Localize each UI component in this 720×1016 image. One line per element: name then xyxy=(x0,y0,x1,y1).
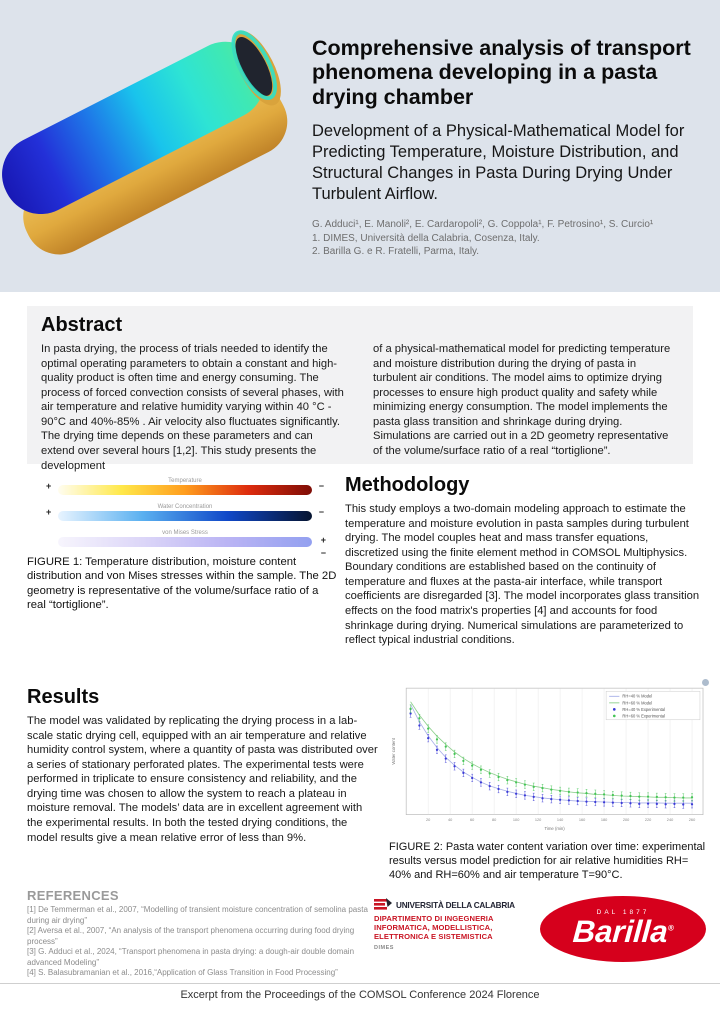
author-list: G. Adduci¹, E. Manoli², E. Cardaropoli², G. Coppola¹, F. Petrosino¹, S. Curcio¹ xyxy=(312,219,654,231)
svg-text:RH=40 % Model: RH=40 % Model xyxy=(622,693,653,699)
results-heading: Results xyxy=(27,686,100,708)
minus-sign: − xyxy=(318,481,324,491)
footer xyxy=(0,983,720,1001)
svg-text:220: 220 xyxy=(644,816,652,822)
poster-title: Comprehensive analysis of transport phenomena developing in a pasta drying chamber xyxy=(312,36,691,109)
barilla-wordmark: Barilla® xyxy=(571,914,674,949)
methodology-section xyxy=(345,474,701,648)
footer-text: Excerpt from the Proceedings of the COMSOL Conference 2024 Florence xyxy=(180,989,540,1001)
figure2-block xyxy=(389,680,709,882)
temperature-colorbar-label: Temperature xyxy=(168,478,202,484)
svg-text:100: 100 xyxy=(512,816,520,822)
pasta-tortiglione-image xyxy=(0,4,294,290)
abstract-section xyxy=(27,306,693,472)
svg-text:140: 140 xyxy=(556,816,564,822)
svg-text:20: 20 xyxy=(426,816,431,822)
svg-text:RH=60 % Model: RH=60 % Model xyxy=(622,700,653,706)
references-section xyxy=(27,888,371,979)
results-section xyxy=(27,686,379,845)
svg-text:Water content: Water content xyxy=(390,738,396,765)
svg-text:80: 80 xyxy=(491,816,497,822)
unical-logo xyxy=(374,898,534,951)
svg-text:120: 120 xyxy=(534,816,542,822)
svg-text:200: 200 xyxy=(622,816,630,822)
barilla-logo xyxy=(540,896,706,962)
header-band xyxy=(0,0,720,292)
header-text-block xyxy=(312,36,704,259)
affiliation-2: 2. Barilla G. e R. Fratelli, Parma, Italy. xyxy=(312,246,480,258)
reference-item: [2] Aversa et al., 2007, “An analysis of the transport phenomena occurring during food drying process” xyxy=(27,926,355,946)
temperature-gradient-bar xyxy=(58,485,312,495)
von-mises-gradient-bar xyxy=(58,537,312,547)
svg-text:RH=60 % Experimental: RH=60 % Experimental xyxy=(622,713,665,719)
unical-department: DIPARTIMENTO DI INGEGNERIA INFORMATICA, MODELLISTICA, ELETTRONICA E SISTEMISTICA xyxy=(374,914,494,941)
poster-subtitle: Development of a Physical-Mathematical Model for Predicting Temperature, Moisture Distribution, and Structural Changes in Pasta During Drying Under Turbulent Airflow. xyxy=(312,121,685,204)
svg-text:260: 260 xyxy=(688,816,696,822)
figure1-colorbars xyxy=(45,478,326,558)
svg-text:RH=40 % Experimental: RH=40 % Experimental xyxy=(622,706,665,712)
abstract-column-1: In pasta drying, the process of trials needed to identify the optimal operating parameters to obtain a constant and high-quality product is often time and energy consuming. The process of forced convection consists of several phases, with air temperature and relative humidity varying within 40 °C - 90°C and 40%-85% . Air velocity also fluctuates significantly. The drying time depends on these parameters and can extend over several hours [1,2]. This study presents the development xyxy=(41,343,344,472)
registered-mark: ® xyxy=(667,923,674,933)
plus-sign: + xyxy=(320,535,326,545)
reference-item: [1] De Temmerman et al., 2007, “Modelling of transient moisture concentration of semolina pasta during air drying” xyxy=(27,905,368,925)
water-concentration-colorbar xyxy=(45,504,325,521)
affiliation-1: 1. DIMES, Università della Calabria, Cosenza, Italy. xyxy=(312,233,540,245)
reference-item: [4] S. Balasubramanian et al., 2016,“Application of Glass Transition in Food Processing” xyxy=(27,968,338,978)
methodology-text: This study employs a two-domain modeling approach to estimate the temperature and moisture evolution in pasta samples during turbulent drying. The model couples heat and mass transfer equations, discretized using the finite element method in COMSOL Multiphysics. Boundary conditions are established based on the continuity of temperature and fluxes at the pasta-air interface, while transport coefficients are disregarded [3]. The model incorporates glass transition effects on the food matrix's properties [4] and accounts for food shrinkage during drying. Numerical simulations are parameterized to reflect typical industrial conditions. xyxy=(345,503,700,647)
svg-text:160: 160 xyxy=(578,816,586,822)
references-heading: REFERENCES xyxy=(27,888,119,903)
abstract-column-2: of a physical-mathematical model for predicting temperature and moisture distribution during the drying of pasta in turbulent air conditions. The model aims to optimize drying processes to ensure high product quality and safety while minimizing energy consumption. The model implements the pasta glass transition and shrinkage during drying. Simulations are carried out in a 2D geometry representative of the volume/surface ratio of a real “tortiglione”. xyxy=(373,343,671,457)
svg-text:Time (min): Time (min) xyxy=(544,825,565,831)
methodology-heading: Methodology xyxy=(345,474,470,496)
figure1-block xyxy=(27,472,337,613)
unical-acronym: DIMES xyxy=(374,944,394,951)
water-concentration-gradient-bar xyxy=(58,511,312,521)
temperature-colorbar xyxy=(45,478,325,495)
plus-sign: + xyxy=(46,507,52,517)
svg-text:180: 180 xyxy=(600,816,608,822)
watermark-circle-icon xyxy=(702,679,709,686)
figure2-caption: FIGURE 2: Pasta water content variation over time: experimental results versus model prediction for air relative humidities RH= 40% and RH=60% and air temperature T=90°C. xyxy=(389,841,706,882)
svg-text:40: 40 xyxy=(448,816,453,822)
minus-sign: − xyxy=(320,548,326,558)
reference-item: [3] G. Adduci et al., 2024, “Transport phenomena in pasta drying: a dough-air double domain advanced Modeling” xyxy=(27,947,355,967)
von-mises-colorbar-label: von Mises Stress xyxy=(162,530,208,536)
unical-name: UNIVERSITÀ DELLA CALABRIA xyxy=(396,900,515,910)
von-mises-colorbar xyxy=(45,530,326,558)
figure2-chart xyxy=(389,680,709,836)
results-text: The model was validated by replicating the drying process in a lab-scale static drying cell, equipped with an air temperature and relative humidity control system, where a quantity of pasta was distributed over a series of stationary perforated plates. The experimental tests were performed in triplicate to ensure consistency and reliability, and the drying time was chosen to allow the system to reach a plateau in moisture removal. The models’ data are in excellent agreement with the experimental results. In both the tested drying conditions, the model results give a mean relative error of less than 9%. xyxy=(27,715,378,844)
plus-sign: + xyxy=(46,481,52,491)
barilla-tagline: DAL 1877 xyxy=(596,909,650,916)
abstract-heading: Abstract xyxy=(41,314,123,336)
figure1-caption: FIGURE 1: Temperature distribution, moisture content distribution and von Mises stresses within the sample. The 2D geometry is representative of the volume/surface ratio of a real “tortiglione”. xyxy=(27,556,337,612)
svg-text:60: 60 xyxy=(470,816,475,822)
minus-sign: − xyxy=(318,507,324,517)
svg-text:240: 240 xyxy=(666,816,674,822)
water-content-chart xyxy=(389,680,709,833)
unical-book-icon xyxy=(374,898,392,912)
water-concentration-colorbar-label: Water Concentration xyxy=(157,504,213,510)
